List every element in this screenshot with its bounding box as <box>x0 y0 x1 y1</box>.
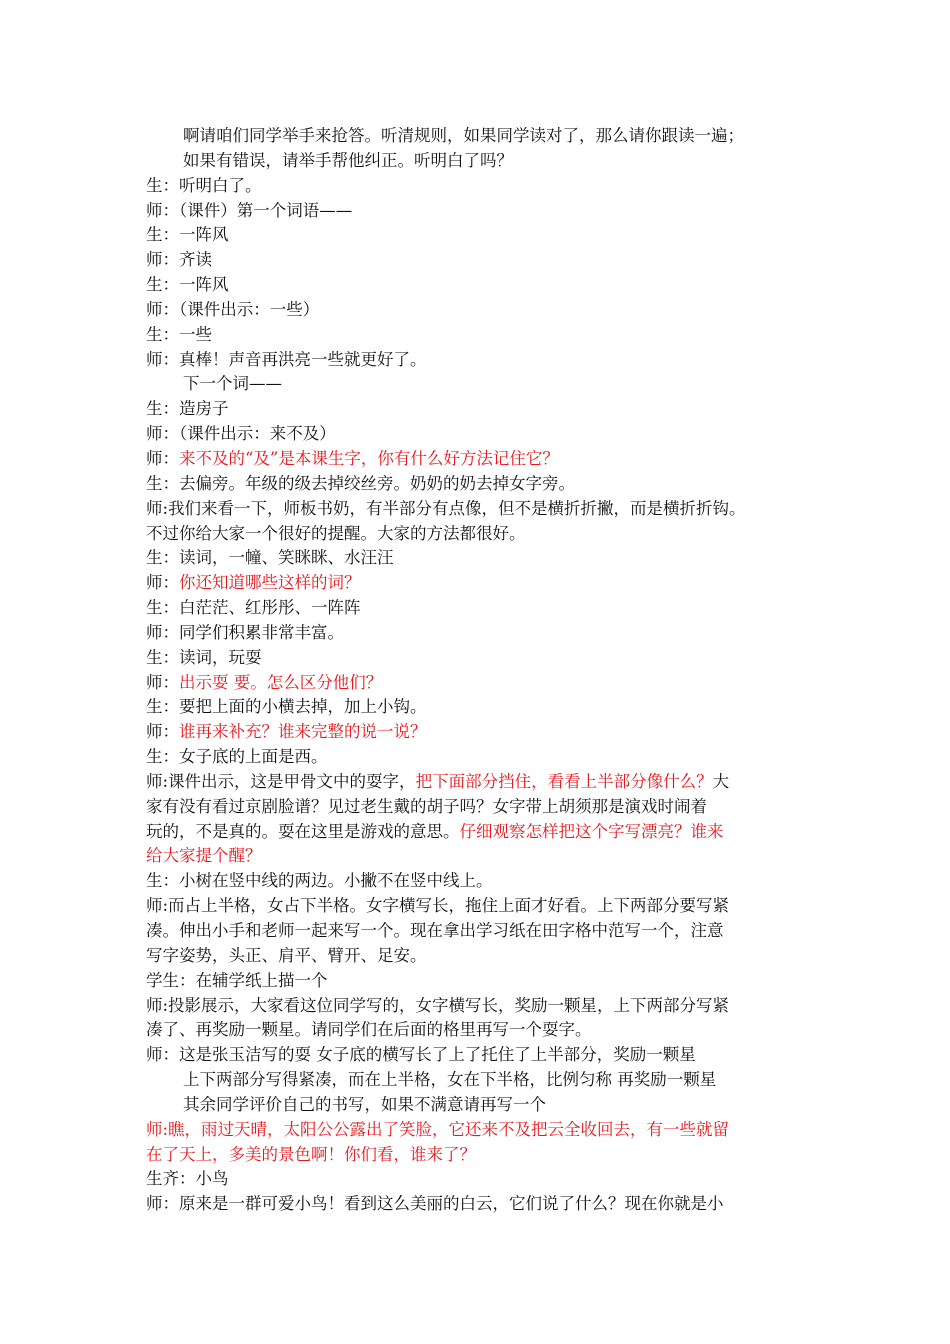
text-line <box>146 1043 810 1068</box>
text-line <box>146 472 810 497</box>
line-text: 如果有错误，请举手帮他纠正。听明白了吗？ <box>183 150 513 170</box>
highlighted-text: 给大家提个醒？ <box>146 846 262 866</box>
text-line <box>146 869 810 894</box>
text-line <box>146 522 810 547</box>
highlighted-text: 把下面部分挡住，看看上半部分像什么？ <box>415 771 713 791</box>
line-text: 生：造房子 <box>146 399 229 419</box>
text-line <box>146 149 810 174</box>
line-text: 凑。伸出小手和老师一起来写一个。现在拿出学习纸在田字格中范写一个，注意 <box>146 921 724 940</box>
text-line <box>146 372 810 397</box>
text-line <box>146 248 810 273</box>
text-line <box>146 174 810 199</box>
text-line <box>146 1093 810 1118</box>
line-text: 师:而占上半格，女占下半格。女字横写长，拖住上面才好看。上下两部分要写紧 <box>146 896 730 916</box>
text-line <box>146 646 810 671</box>
highlighted-text: 谁再来补充？谁来完整的说一说？ <box>179 722 427 742</box>
line-text: 生：一些 <box>146 324 212 344</box>
line-text: 大 <box>712 771 730 791</box>
highlighted-text: 来不及的“及”是本课生字，你有什么好方法记住它？ <box>179 448 559 468</box>
line-text: 师：（课件出示：一些） <box>146 299 320 319</box>
line-text: 生：一阵风 <box>146 225 229 245</box>
text-line <box>146 422 810 447</box>
text-line <box>146 745 810 770</box>
text-line <box>146 795 810 820</box>
text-line <box>146 124 810 149</box>
text-line <box>146 844 810 869</box>
line-text: 生：听明白了。 <box>146 175 262 195</box>
line-text: 上下两部分写得紧凑，而在上半格，女在下半格，比例匀称 再奖励一颗星 <box>183 1070 717 1090</box>
line-text: 家有没有看过京剧脸谱？见过老生戴的胡子吗？女字带上胡须那是演戏时闹着 <box>146 796 707 816</box>
line-text: 生：去偏旁。年级的级去掉绞丝旁。奶奶的奶去掉女字旁。 <box>146 473 575 493</box>
text-line <box>146 621 810 646</box>
text-line <box>146 919 810 944</box>
highlighted-text: 师:瞧，雨过天晴，太阳公公露出了笑脸，它还来不及把云全收回去，有一些就留 <box>146 1119 730 1139</box>
highlighted-text: 出示耍 要。怎么区分他们？ <box>179 672 383 692</box>
text-line <box>146 994 810 1019</box>
line-text: 生：读词，一幢、笑眯眯、水汪汪 <box>146 548 394 568</box>
text-line <box>146 348 810 373</box>
line-text: 师：原来是一群可爱小鸟！看到这么美丽的白云，它们说了什么？现在你就是小 <box>146 1194 724 1214</box>
text-line <box>146 894 810 919</box>
highlighted-text: 你还知道哪些这样的词？ <box>179 573 361 593</box>
line-text: 师： <box>146 448 179 468</box>
text-line <box>146 223 810 248</box>
text-line <box>146 1018 810 1043</box>
text-line <box>146 720 810 745</box>
line-text: 生齐：小鸟 <box>146 1169 229 1189</box>
line-text: 不过你给大家一个很好的提醒。大家的方法都很好。 <box>146 523 526 543</box>
line-text: 师：齐读 <box>146 250 212 270</box>
line-text: 生：小树在竖中线的两边。小撇不在竖中线上。 <box>146 871 493 891</box>
line-text: 生：读词，玩耍 <box>146 647 262 667</box>
highlighted-text: 在了天上，多美的景色啊！你们看，谁来了？ <box>146 1144 476 1164</box>
text-line <box>146 273 810 298</box>
text-line <box>146 571 810 596</box>
text-line <box>146 820 810 845</box>
line-text: 生：白茫茫、红彤彤、一阵阵 <box>146 598 361 618</box>
line-text: 师：同学们积累非常丰富。 <box>146 622 344 642</box>
line-text: 师：（课件出示：来不及） <box>146 424 336 444</box>
text-line <box>146 447 810 472</box>
text-line <box>146 1118 810 1143</box>
text-line <box>146 969 810 994</box>
line-text: 师：这是张玉洁写的耍 女子底的横写长了上了托住了上半部分，奖励一颗星 <box>146 1045 696 1065</box>
text-line <box>146 497 810 522</box>
line-text: 凑了、再奖励一颗星。请同学们在后面的格里再写一个耍字。 <box>146 1020 592 1040</box>
text-line <box>146 546 810 571</box>
text-line <box>146 1068 810 1093</box>
text-line <box>146 596 810 621</box>
line-text: 玩的，不是真的。耍在这里是游戏的意思。 <box>146 821 460 841</box>
line-text: 师： <box>146 672 179 692</box>
text-line <box>146 770 810 795</box>
line-text: 写字姿势，头正、肩平、臂开、足安。 <box>146 945 427 965</box>
text-line <box>146 695 810 720</box>
line-text: 师： <box>146 722 179 742</box>
text-line <box>146 323 810 348</box>
text-line <box>146 1192 810 1217</box>
line-text: 啊请咱们同学举手来抢答。听清规则，如果同学读对了，那么请你跟读一遍； <box>183 126 744 145</box>
line-text: 生：要把上面的小横去掉，加上小钩。 <box>146 697 427 717</box>
line-text: 生：一阵风 <box>146 275 229 295</box>
line-text: 师： <box>146 573 179 593</box>
text-line <box>146 1143 810 1168</box>
line-text: 师:我们来看一下，师板书奶，有半部分有点像，但不是横折折撇，而是横折折钩。 <box>146 498 746 518</box>
line-text: 师:投影展示，大家看这位同学写的，女字横写长，奖励一颗星，上下两部分写紧 <box>146 995 730 1015</box>
highlighted-text: 仔细观察怎样把这个字写漂亮？谁来 <box>459 821 724 841</box>
text-line <box>146 298 810 323</box>
line-text: 师：（课件）第一个词语—— <box>146 200 353 220</box>
text-line <box>146 944 810 969</box>
line-text: 师：真棒！声音再洪亮一些就更好了。 <box>146 349 427 369</box>
text-line <box>146 397 810 422</box>
text-line <box>146 199 810 224</box>
line-text: 生：女子底的上面是西。 <box>146 747 328 767</box>
document-page <box>146 124 810 1217</box>
text-line <box>146 671 810 696</box>
line-text: 学生：在辅学纸上描一个 <box>146 970 328 990</box>
line-text: 下一个词—— <box>183 374 282 394</box>
line-text: 其余同学评价自己的书写，如果不满意请再写一个 <box>183 1094 546 1114</box>
text-line <box>146 1167 810 1192</box>
line-text: 师:课件出示，这是甲骨文中的耍字， <box>146 771 416 791</box>
